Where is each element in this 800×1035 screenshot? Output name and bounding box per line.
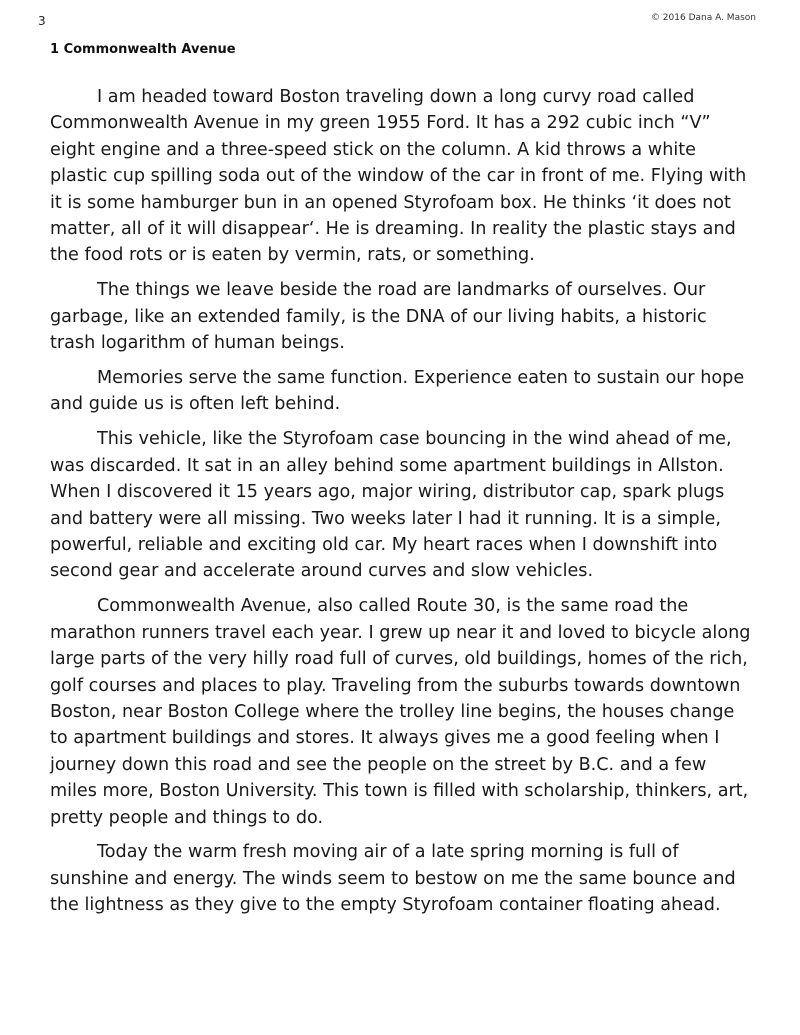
- page-number: 3: [38, 14, 46, 28]
- paragraph-5: Commonwealth Avenue, also called Route 30, is the same road the marathon runners travel each year. I grew up near it and loved to bicycle along large parts of the very hilly road full of curves, old buildings, homes of the rich, golf courses and places to play. Traveling from the suburbs towards downtown Boston, near Boston College where the trolley line begins, the houses change to apartment buildings and stores. It always gives me a good feeling when I journey down this road and see the people on the street by B.C. and a few miles more, Boston University. This town is filled with scholarship, thinkers, art, pretty people and things to do.: [50, 596, 751, 828]
- paragraph-6: Today the warm fresh moving air of a late spring morning is full of sunshine and energy. The winds seem to bestow on me the same bounce and the lightness as they give to the empty Styrofoam container floating ahead.: [50, 842, 736, 916]
- paragraph-4: This vehicle, like the Styrofoam case bouncing in the wind ahead of me, was discarded. It sat in an alley behind some apartment buildings in Allston. When I discovered it 15 years ago, major wiring, distributor cap, spark plugs and battery were all missing. Two weeks later I had it running. It is a simple, powerful, reliable and exciting old car. My heart races when I downshift into second gear and accelerate around curves and slow vehicles.: [50, 429, 732, 582]
- copyright-notice: © 2016 Dana A. Mason: [650, 13, 756, 23]
- chapter-title: 1 Commonwealth Avenue: [50, 42, 236, 57]
- paragraph-3: Memories serve the same function. Experience eaten to sustain our hope and guide us is often left behind.: [50, 368, 745, 415]
- body-text: [50, 84, 756, 927]
- paragraph-2: The things we leave beside the road are landmarks of ourselves. Our garbage, like an extended family, is the DNA of our living habits, a historic trash logarithm of human beings.: [50, 280, 707, 354]
- paragraph-1: I am headed toward Boston traveling down a long curvy road called Commonwealth Avenue in my green 1955 Ford. It has a 292 cubic inch “V” eight engine and a three-speed stick on the column. A kid throws a white plastic cup spilling soda out of the window of the car in front of me. Flying with it is some hamburger bun in an opened Styrofoam box. He thinks ‘it does not matter, all of it will disappear‘. He is dreaming. In reality the plastic stays and the food rots or is eaten by vermin, rats, or something.: [50, 87, 747, 266]
